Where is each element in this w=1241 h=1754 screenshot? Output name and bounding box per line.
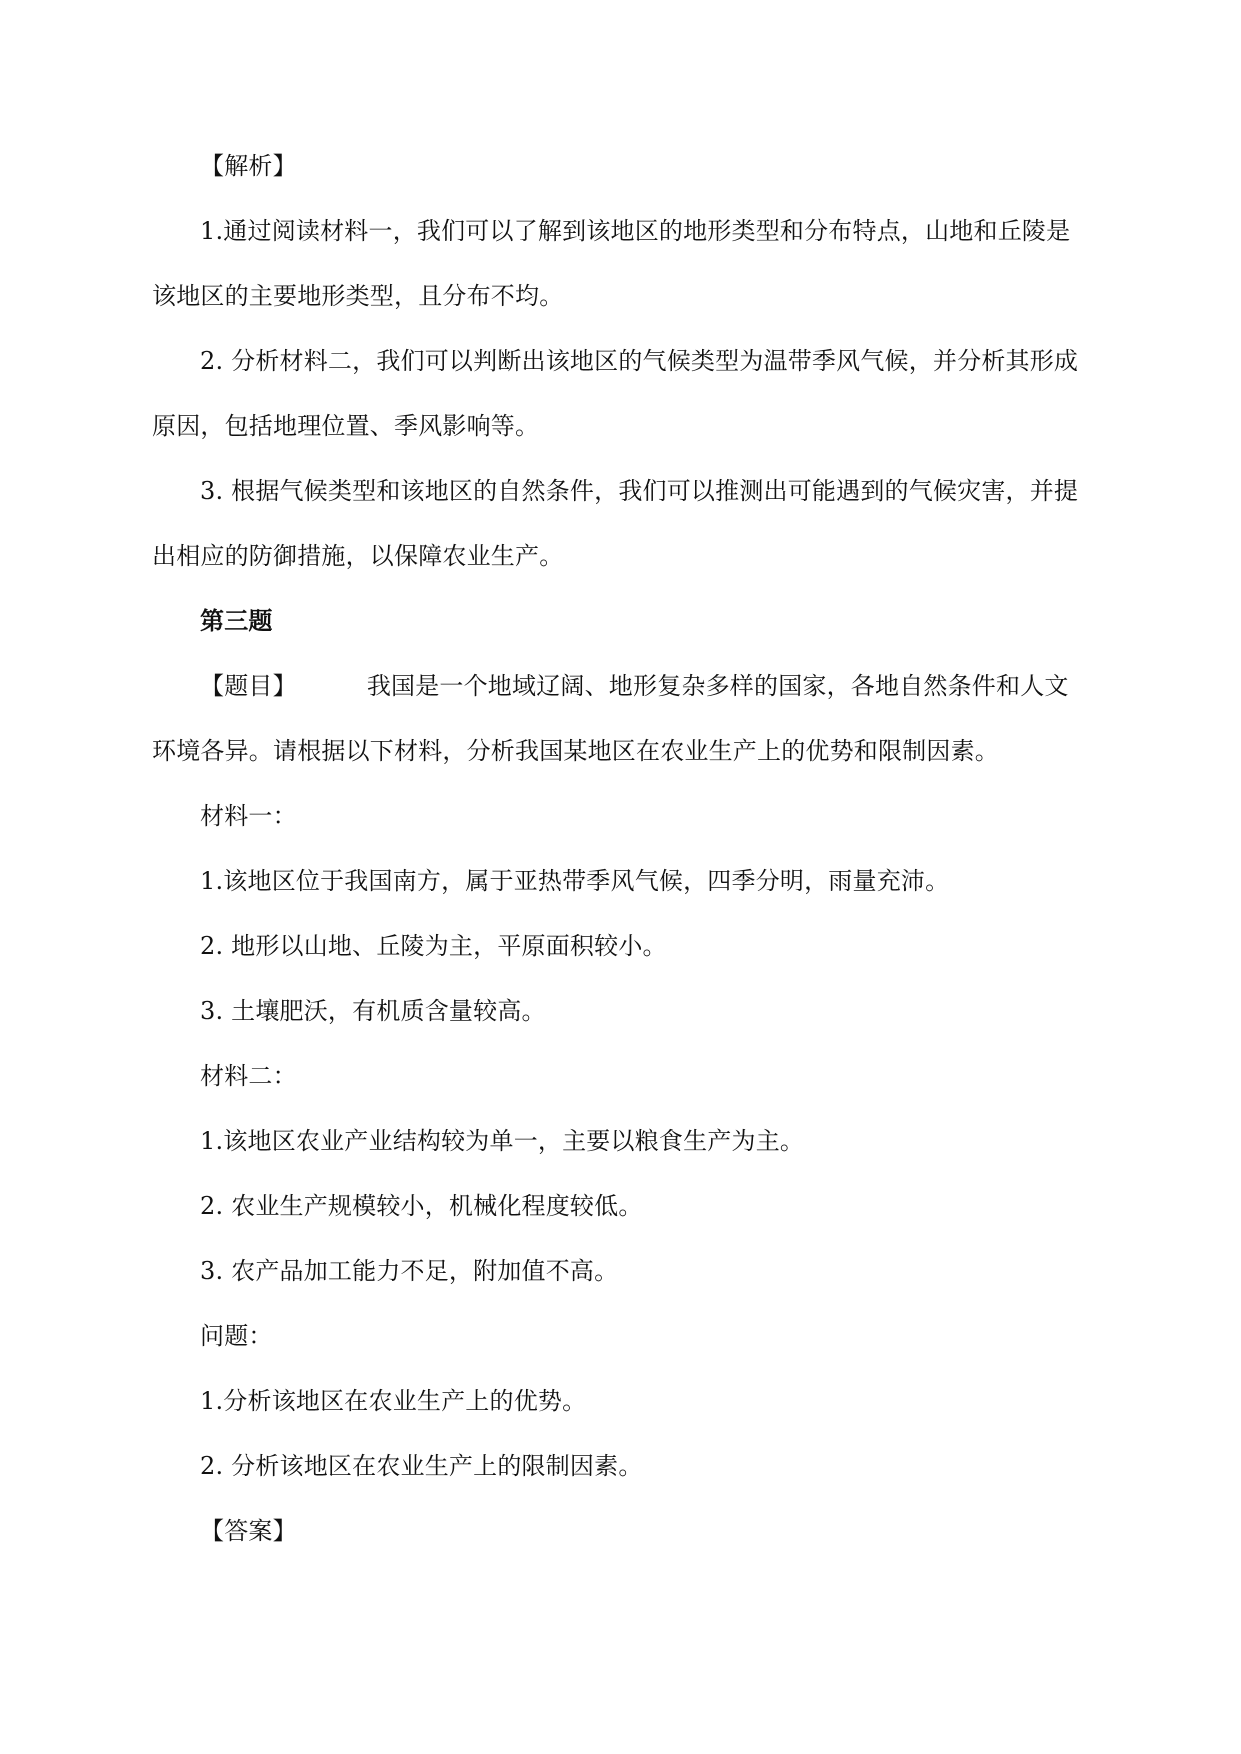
analysis-point-1-line-2: 该地区的主要地形类型，且分布不均。 [152,282,564,310]
questions-heading: 问题： [200,1322,273,1350]
analysis-heading: 【解析】 [200,152,297,180]
material-2-item-1: 1.该地区农业产业结构较为单一，主要以粮食生产为主。 [200,1127,805,1155]
question-intro-text: 我国是一个地域辽阔、地形复杂多样的国家，各地自然条件和人文 [366,672,1069,700]
material-1-item-2: 2. 地形以山地、丘陵为主，平原面积较小。 [200,932,667,960]
question-item-1: 1.分析该地区在农业生产上的优势。 [200,1387,587,1415]
question-intro-line-1 [200,670,1092,702]
analysis-point-3-line-1: 3. 根据气候类型和该地区的自然条件，我们可以推测出可能遇到的气候灾害，并提 [200,477,1079,505]
material-2-heading: 材料二： [200,1062,297,1090]
material-1-item-1: 1.该地区位于我国南方，属于亚热带季风气候，四季分明，雨量充沛。 [200,867,950,895]
material-1-heading: 材料一： [200,802,297,830]
analysis-point-2-line-2: 原因，包括地理位置、季风影响等。 [152,412,540,440]
question-item-2: 2. 分析该地区在农业生产上的限制因素。 [200,1452,643,1480]
answer-heading: 【答案】 [200,1517,297,1545]
question-label: 【题目】 [200,672,297,700]
material-2-item-2: 2. 农业生产规模较小，机械化程度较低。 [200,1192,643,1220]
section-title-question-3: 第三题 [200,606,273,635]
material-2-item-3: 3. 农产品加工能力不足，附加值不高。 [200,1257,619,1285]
analysis-point-2-line-1: 2. 分析材料二，我们可以判断出该地区的气候类型为温带季风气候，并分析其形成 [200,347,1079,375]
analysis-point-1-line-1: 1.通过阅读材料一，我们可以了解到该地区的地形类型和分布特点，山地和丘陵是 [200,217,1071,245]
question-intro-line-2: 环境各异。请根据以下材料，分析我国某地区在农业生产上的优势和限制因素。 [152,737,999,765]
analysis-point-3-line-2: 出相应的防御措施，以保障农业生产。 [152,542,564,570]
material-1-item-3: 3. 土壤肥沃，有机质含量较高。 [200,997,546,1025]
